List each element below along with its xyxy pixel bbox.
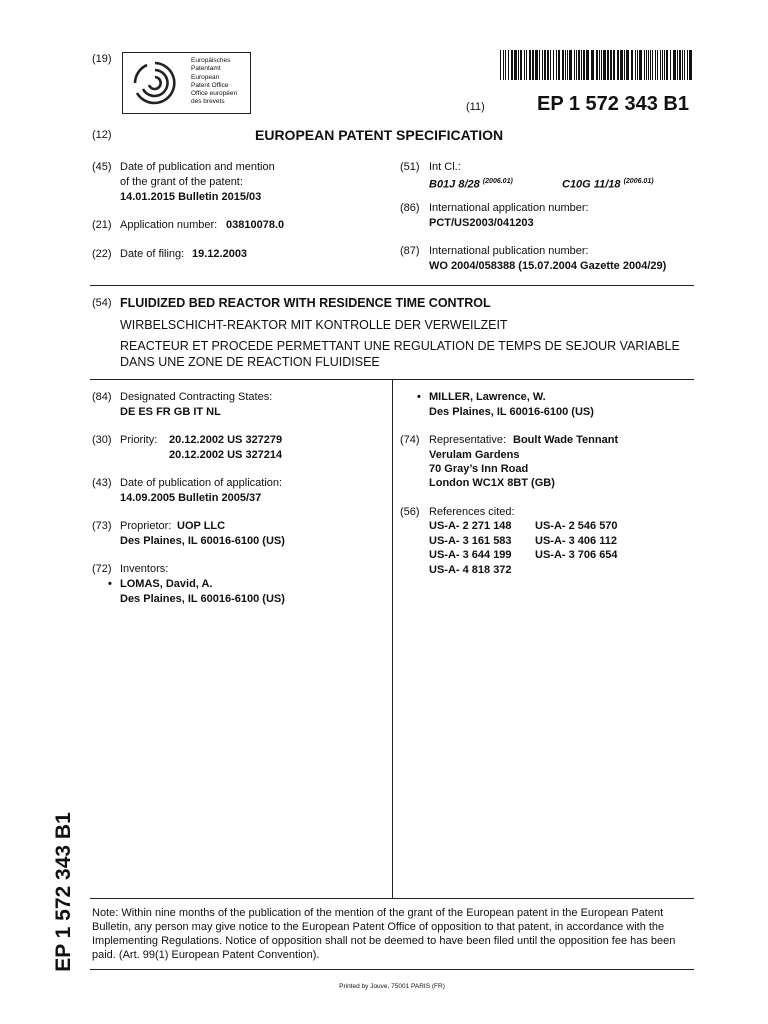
inid-code-21: (21) [92, 219, 112, 231]
reference-cited: US-A- 2 271 148 [429, 520, 512, 532]
opposition-note-4: paid. (Art. 99(1) European Patent Convention). [92, 949, 320, 961]
designated-states-label: Designated Contracting States: [120, 391, 273, 403]
document-type: EUROPEAN PATENT SPECIFICATION [255, 127, 504, 143]
reference-cited: US-A- 3 644 199 [429, 549, 512, 561]
logo-text-line: European [191, 73, 220, 81]
int-cl-label: Int Cl.: [429, 161, 461, 173]
inventor-2-address: Des Plaines, IL 60016-6100 (US) [429, 406, 594, 418]
inventor-2-name: • MILLER, Lawrence, W. [429, 390, 546, 405]
reference-cited: US-A- 3 706 654 [535, 549, 618, 561]
logo-text-line: Europäisches [191, 57, 231, 64]
epo-logo-icon [127, 55, 183, 111]
opposition-note-3: Implementing Regulations. Notice of opposition shall not be deemed to have been filed until the opposition fee has been [92, 935, 676, 947]
int-cl-class-2 [562, 174, 654, 193]
opposition-note: Note: Within nine months of the publication of the mention of the grant of the European patent in the European Patent [92, 907, 664, 919]
inid-code-12: (12) [92, 129, 112, 141]
publication-number: EP 1 572 343 B1 [537, 93, 689, 115]
printer-footer: Printed by Jouve, 75001 PARIS (FR) [339, 983, 445, 990]
intl-application-label: International application number: [429, 202, 589, 214]
inventor-1-address: Des Plaines, IL 60016-6100 (US) [120, 593, 285, 605]
application-number-value: 03810078.0 [226, 219, 285, 231]
inid-code-22: (22) [92, 248, 112, 260]
grant-date-value: 14.01.2015 Bulletin 2015/03 [120, 191, 262, 203]
inventor-1-name: • LOMAS, David, A. [120, 577, 213, 592]
representative-address-1: Verulam Gardens [429, 449, 520, 461]
reference-cited: US-A- 3 406 112 [535, 535, 617, 547]
priority-entry-1: 20.12.2002 US 327279 [169, 434, 283, 446]
int-cl-class-2-version: (2006.01) [623, 178, 654, 185]
intl-publication-value: WO 2004/058388 (15.07.2004 Gazette 2004/29) [429, 260, 667, 272]
proprietor-label: Proprietor: [120, 520, 172, 532]
reference-cited: US-A- 2 546 570 [535, 520, 618, 532]
representative-name: Boult Wade Tennant [513, 434, 619, 446]
application-number-label: Application number: [120, 219, 218, 231]
proprietor-address: Des Plaines, IL 60016-6100 (US) [120, 535, 285, 547]
logo-text-line: des brevets [191, 98, 225, 106]
reference-cited: US-A- 3 161 583 [429, 535, 512, 547]
proprietor-name: UOP LLC [177, 520, 226, 532]
column-divider [392, 380, 393, 899]
application-publication-value: 14.09.2005 Bulletin 2005/37 [120, 492, 262, 504]
application-publication-label: Date of publication of application: [120, 477, 283, 489]
inid-code-51: (51) [400, 161, 420, 173]
epo-logo-box [122, 52, 251, 114]
intl-application-value: PCT/US2003/041203 [429, 217, 534, 229]
opposition-note-2: Bulletin, any person may give notice to the European Patent Office of opposition to that patent, in accordance with the [92, 921, 665, 933]
inid-code-74: (74) [400, 434, 420, 446]
logo-text-line: Office européen [191, 90, 238, 98]
inid-code-30: (30) [92, 434, 112, 446]
logo-text-line: Patent Office [191, 81, 229, 89]
title-german: WIRBELSCHICHT-REAKTOR MIT KONTROLLE DER VERWEILZEIT [120, 318, 508, 332]
inid-code-43: (43) [92, 477, 112, 489]
inventors-label: Inventors: [120, 563, 169, 575]
divider-line [90, 969, 694, 970]
filing-date-label: Date of filing: [120, 248, 185, 260]
inid-code-73: (73) [92, 520, 112, 532]
divider-line [90, 898, 694, 899]
grant-date-label: Date of publication and mention [120, 161, 275, 173]
title-french-2: DANS UNE ZONE DE REACTION FLUIDISEE [120, 355, 380, 369]
designated-states-value: DE ES FR GB IT NL [120, 406, 221, 418]
priority-entry-2: 20.12.2002 US 327214 [169, 449, 283, 461]
filing-date-value: 19.12.2003 [192, 248, 248, 260]
representative-label: Representative: [429, 434, 507, 446]
logo-text-line: Patentamt [191, 65, 221, 73]
grant-date-label-2: of the grant of the patent: [120, 176, 243, 188]
title-french: REACTEUR ET PROCEDE PERMETTANT UNE REGULATION DE TEMPS DE SEJOUR VARIABLE [120, 339, 680, 353]
reference-cited: US-A- 4 818 372 [429, 564, 512, 576]
inid-code-84: (84) [92, 391, 112, 403]
inid-code-87: (87) [400, 245, 420, 257]
inid-code-19: (19) [92, 53, 112, 65]
inid-code-86: (86) [400, 202, 420, 214]
inid-code-72: (72) [92, 563, 112, 575]
int-cl-class-1-version: (2006.01) [482, 178, 513, 185]
inid-code-11: (11) [466, 101, 485, 113]
side-publication-number: EP 1 572 343 B1 [52, 812, 75, 972]
divider-line [90, 285, 694, 286]
int-cl-class-1 [429, 174, 513, 193]
inid-code-54: (54) [92, 297, 112, 309]
representative-address-2: 70 Gray’s Inn Road [429, 463, 529, 475]
representative-address-3: London WC1X 8BT (GB) [429, 477, 555, 489]
references-label: References cited: [429, 506, 515, 518]
int-cl-class-2-code: C10G 11/18 [562, 178, 621, 191]
int-cl-class-1-code: B01J 8/28 [429, 178, 480, 191]
inid-code-56: (56) [400, 506, 420, 518]
barcode-icon [500, 50, 694, 80]
inid-code-45: (45) [92, 161, 112, 173]
intl-publication-label: International publication number: [429, 245, 589, 257]
title-english: FLUIDIZED BED REACTOR WITH RESIDENCE TIME CONTROL [120, 296, 491, 310]
priority-label: Priority: [120, 434, 158, 446]
